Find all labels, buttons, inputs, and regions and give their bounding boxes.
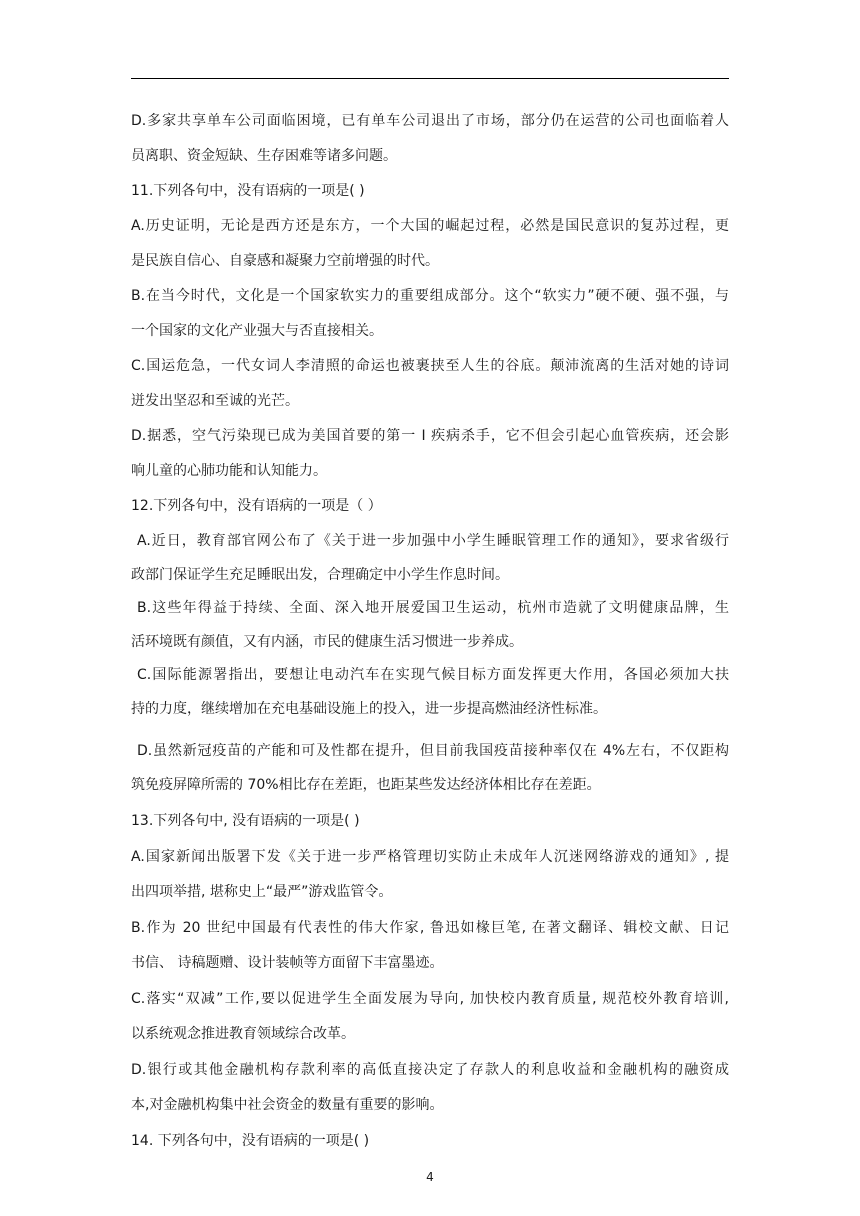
page-number: 4: [426, 1170, 434, 1184]
q10-option-d-line1: D.多家共享单车公司面临困境，已有单车公司退出了市场，部分仍在运营的公司也面临着人: [131, 113, 729, 129]
q11-option-a-line1: A.历史证明，无论是西方还是东方，一个大国的崛起过程，必然是国民意识的复苏过程，更: [131, 218, 729, 234]
q12-option-b-line2: 活环境既有颜值，又有内涵，市民的健康生活习惯进一步养成。: [131, 634, 523, 650]
q12-option-d-line2: 筑免疫屏障所需的 70%相比存在差距，也距某些发达经济体相比存在差距。: [131, 777, 601, 793]
q13-option-b-line1: B.作为 20 世纪中国最有代表性的伟大作家, 鲁迅如椽巨笔, 在著文翻译、辑校文献、日记: [131, 920, 729, 936]
q13-option-b-line2: 书信、 诗稿题赠、设计装帧等方面留下丰富墨迹。: [131, 955, 444, 971]
q12-stem: 12.下列各句中，没有语病的一项是（ ）: [131, 498, 382, 514]
q12-option-a-line2: 政部门保证学生充足睡眠出发，合理确定中小学生作息时间。: [131, 567, 509, 583]
q12-option-c-line2: 持的力度，继续增加在充电基础设施上的投入，进一步提高燃油经济性标准。: [131, 701, 607, 717]
q13-option-a-line2: 出四项举措, 堪称史上“最严”游戏监管令。: [131, 884, 393, 900]
q11-option-d-line2: 响儿童的心肺功能和认知能力。: [131, 463, 327, 479]
q11-stem: 11.下列各句中，没有语病的一项是( ): [131, 183, 365, 199]
q13-stem: 13.下列各句中, 没有语病的一项是( ): [131, 813, 360, 829]
q13-option-d-line1: D.银行或其他金融机构存款利率的高低直接决定了存款人的利息收益和金融机构的融资成: [131, 1062, 729, 1078]
q12-option-b-line1: B.这些年得益于持续、全面、深入地开展爱国卫生运动，杭州市造就了文明健康品牌，生: [137, 600, 729, 616]
q13-option-c-line1: C.落实“双减”工作,要以促进学生全面发展为导向, 加快校内教育质量, 规范校外教育培训,: [131, 991, 729, 1007]
q13-option-c-line2: 以系统观念推进教育领域综合改革。: [131, 1026, 355, 1042]
q13-option-d-line2: 本,对金融机构集中社会资金的数量有重要的影响。: [131, 1097, 444, 1113]
q11-option-d-line1: D.据悉，空气污染现已成为美国首要的第一 I 疾病杀手，它不但会引起心血管疾病，还会影: [131, 428, 729, 444]
q12-option-c-line1: C.国际能源署指出，要想让电动汽车在实现气候目标方面发挥更大作用，各国必须加大扶: [137, 667, 729, 683]
q11-option-a-line2: 是民族自信心、自豪感和凝聚力空前增强的时代。: [131, 253, 439, 269]
q12-option-a-line1: A.近日，教育部官网公布了《关于进一步加强中小学生睡眠管理工作的通知》，要求省级行: [137, 533, 729, 549]
q13-option-a-line1: A.国家新闻出版署下发《关于进一步严格管理切实防止未成年人沉迷网络游戏的通知》, 提: [131, 849, 729, 865]
q11-option-c-line1: C.国运危急，一代女词人李清照的命运也被裹挟至人生的谷底。颠沛流离的生活对她的诗词: [131, 358, 729, 374]
q11-option-b-line1: B.在当今时代，文化是一个国家软实力的重要组成部分。这个“软实力”硬不硬、强不强，与: [131, 288, 729, 304]
header-rule: [131, 78, 729, 79]
q12-option-d-line1: D.虽然新冠疫苗的产能和可及性都在提升，但目前我国疫苗接种率仅在 4%左右，不仅距构: [137, 743, 729, 759]
q14-stem: 14. 下列各句中，没有语病的一项是( ): [131, 1133, 370, 1149]
q10-option-d-line2: 员离职、资金短缺、生存困难等诸多问题。: [131, 148, 397, 164]
q11-option-c-line2: 迸发出坚忍和至诚的光芒。: [131, 393, 299, 409]
q11-option-b-line2: 一个国家的文化产业强大与否直接相关。: [131, 323, 383, 339]
